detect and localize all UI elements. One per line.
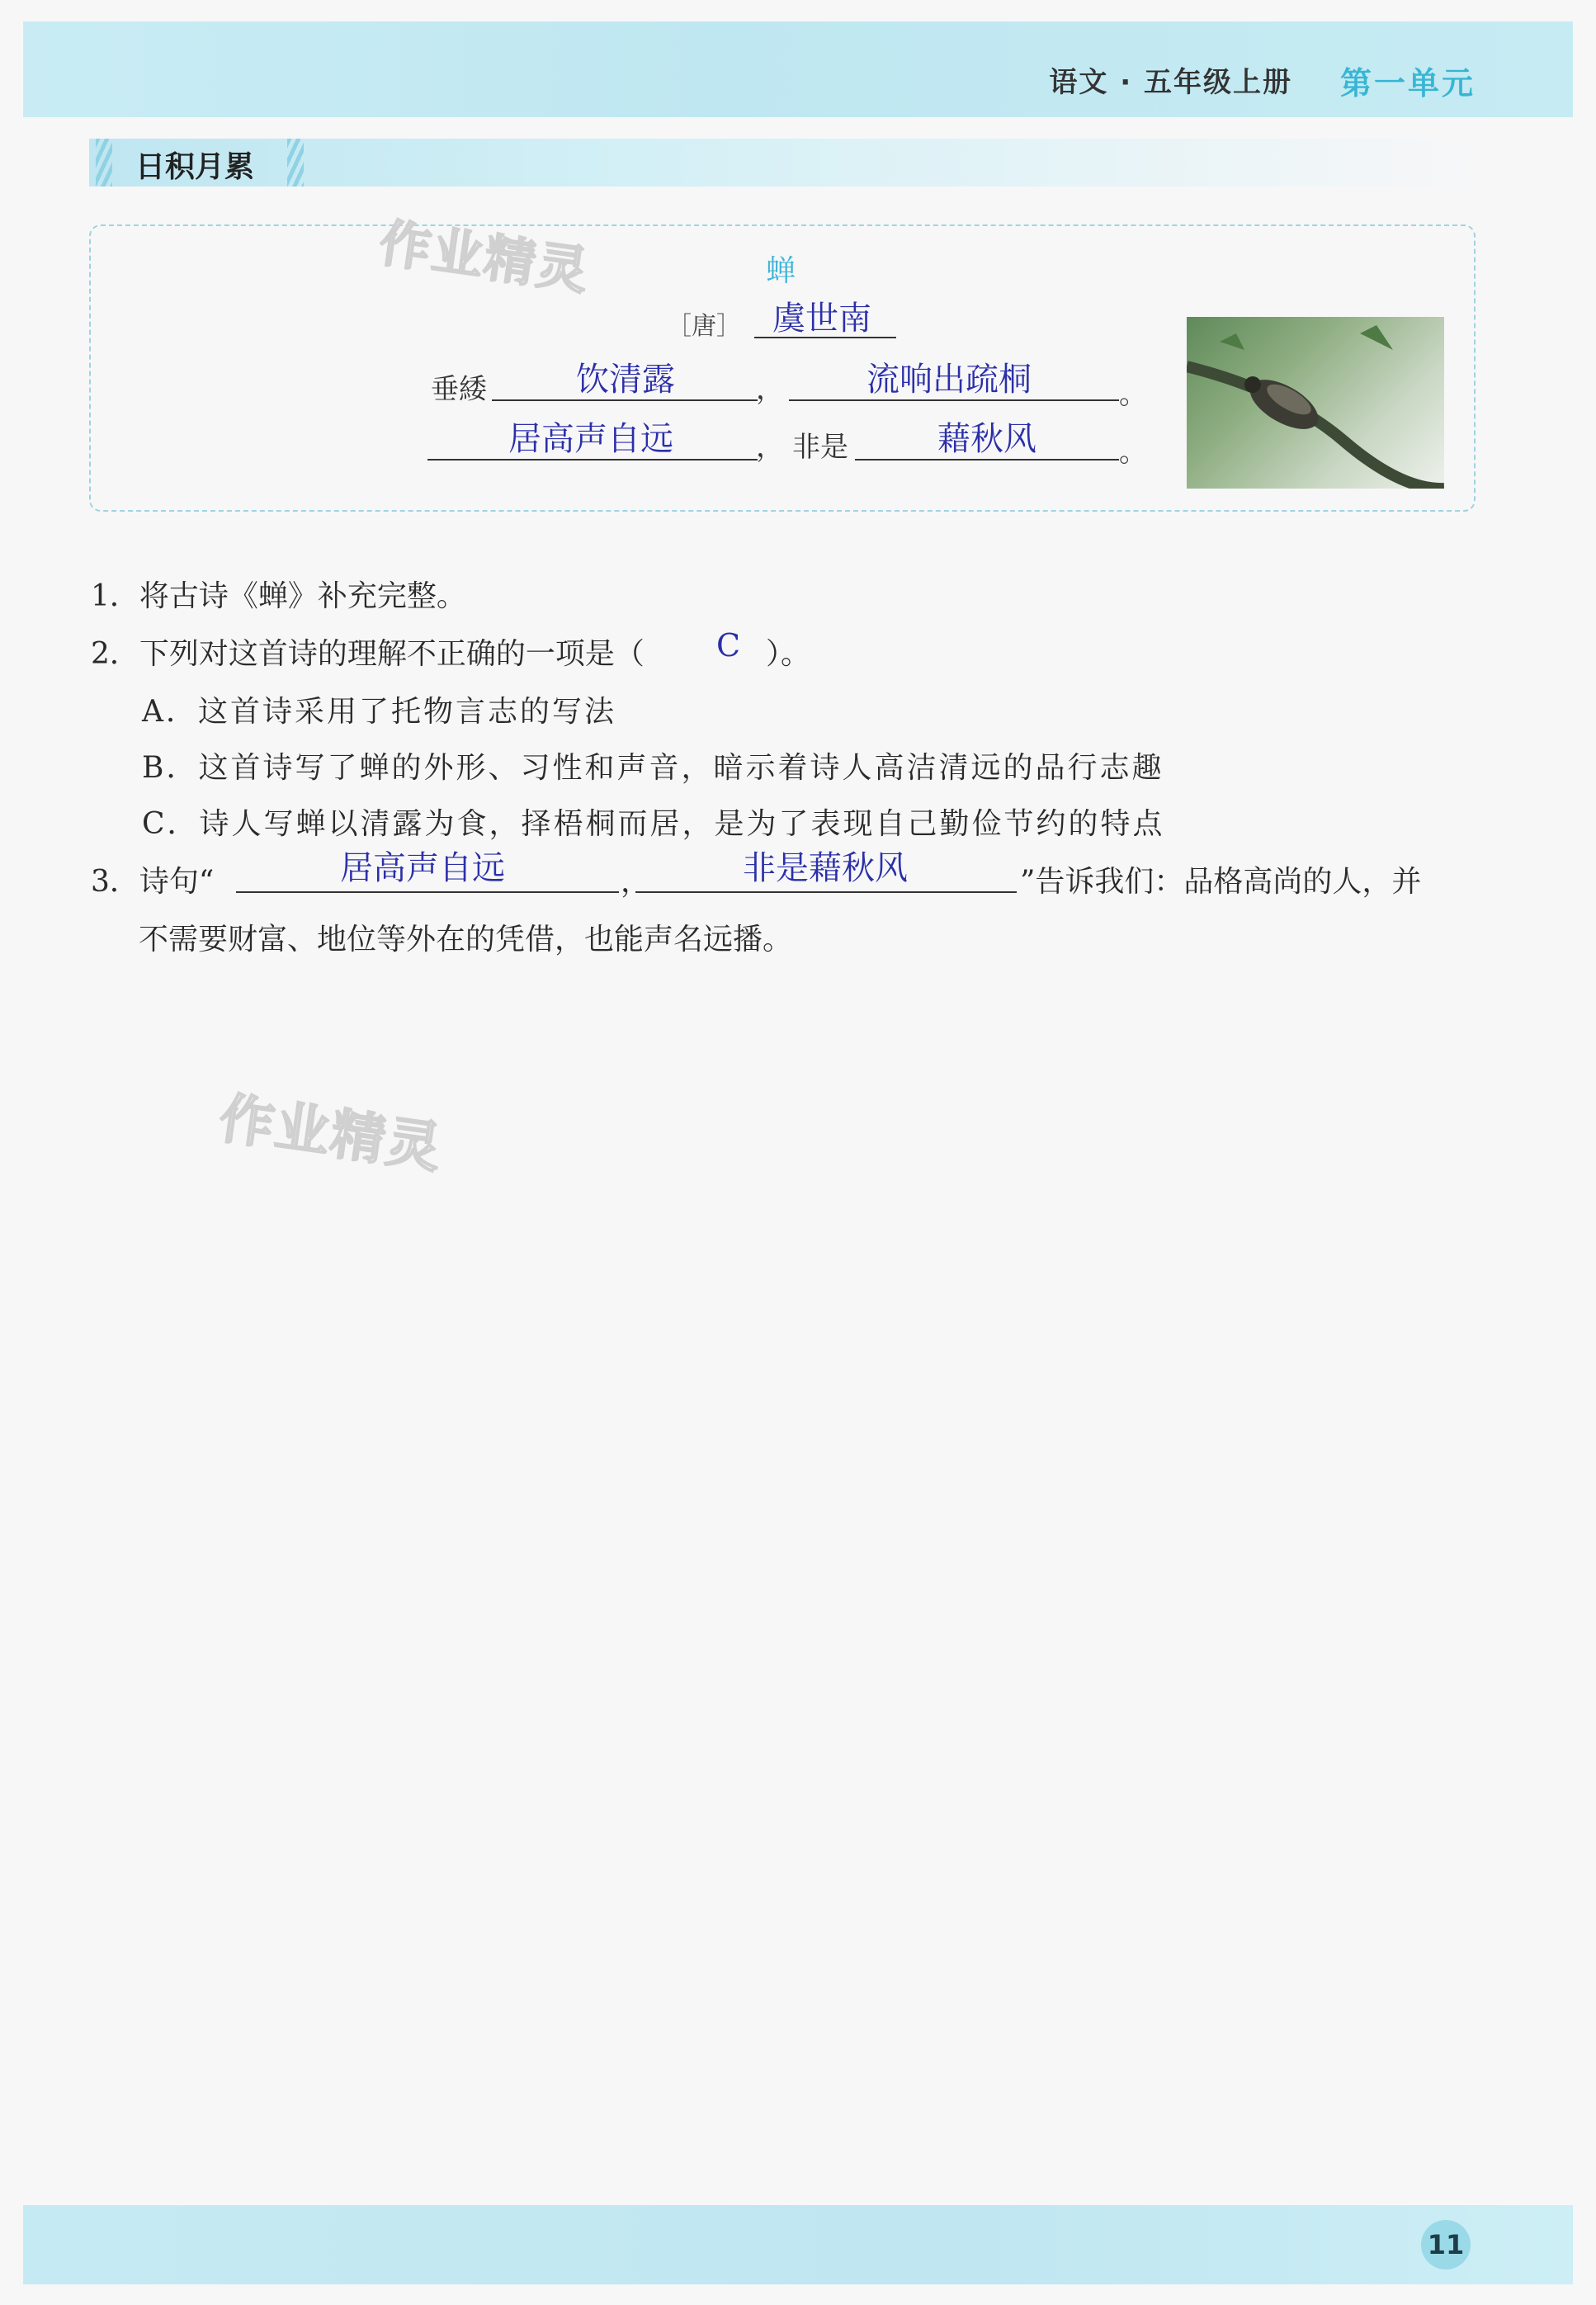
question-1: 1．将古诗《蝉》补充完整。: [91, 579, 466, 613]
question-2-answer: C: [716, 627, 741, 664]
answer-line2-a: 居高声自远: [508, 420, 673, 458]
watermark: 作业精灵: [375, 212, 594, 302]
section-stripe-icon: [287, 139, 304, 187]
poem-dynasty: ［唐］: [667, 312, 741, 341]
question-2-close: ）。: [766, 637, 811, 671]
blank-line: [635, 891, 1017, 893]
comma: ，: [756, 431, 784, 464]
period: 。: [1119, 436, 1147, 469]
option-a: A．这首诗采用了托物言志的写法: [142, 695, 616, 729]
watermark: 作业精灵: [215, 1086, 447, 1181]
poem-line2-mid: 非是: [792, 431, 848, 464]
comma: ，: [621, 865, 651, 899]
answer-line1-a: 饮清露: [576, 361, 675, 399]
question-2: 2．下列对这首诗的理解不正确的一项是（: [91, 637, 645, 671]
footer-band: [23, 2205, 1573, 2284]
question-3-answer-b: 非是藉秋风: [743, 849, 908, 887]
unit-title: 第一单元: [1339, 65, 1476, 102]
question-3-answer-a: 居高声自远: [340, 849, 505, 887]
cicada-photo: [1187, 317, 1444, 489]
question-3-line2: 不需要财富、地位等外在的凭借，也能声名远播。: [139, 923, 793, 956]
book-subject: 语文 · 五年级上册: [1049, 66, 1292, 99]
period: 。: [1119, 378, 1147, 411]
poem-title: 蝉: [766, 254, 796, 288]
blank-line: [236, 891, 619, 893]
answer-line2-b: 藉秋风: [937, 420, 1036, 458]
option-c: C．诗人写蝉以清露为食，择梧桐而居，是为了表现自己勤俭节约的特点: [142, 807, 1165, 841]
option-b: B．这首诗写了蝉的外形、习性和声音，暗示着诗人高洁清远的品行志趣: [142, 751, 1164, 785]
question-3-suffix: ”告诉我们：品格高尚的人，并: [1020, 865, 1422, 899]
author-answer: 虞世南: [772, 300, 871, 338]
header-band: [23, 21, 1573, 117]
page-number: 11: [1421, 2220, 1471, 2270]
section-header: [89, 139, 1476, 187]
poem-line1-prefix: 垂緌: [431, 373, 487, 406]
section-title: 日积月累: [135, 150, 255, 184]
section-stripe-icon: [96, 139, 112, 187]
question-3-prefix: 3．诗句“: [91, 865, 215, 899]
comma: ，: [756, 373, 784, 406]
answer-line1-b: 流响出疏桐: [866, 361, 1032, 399]
